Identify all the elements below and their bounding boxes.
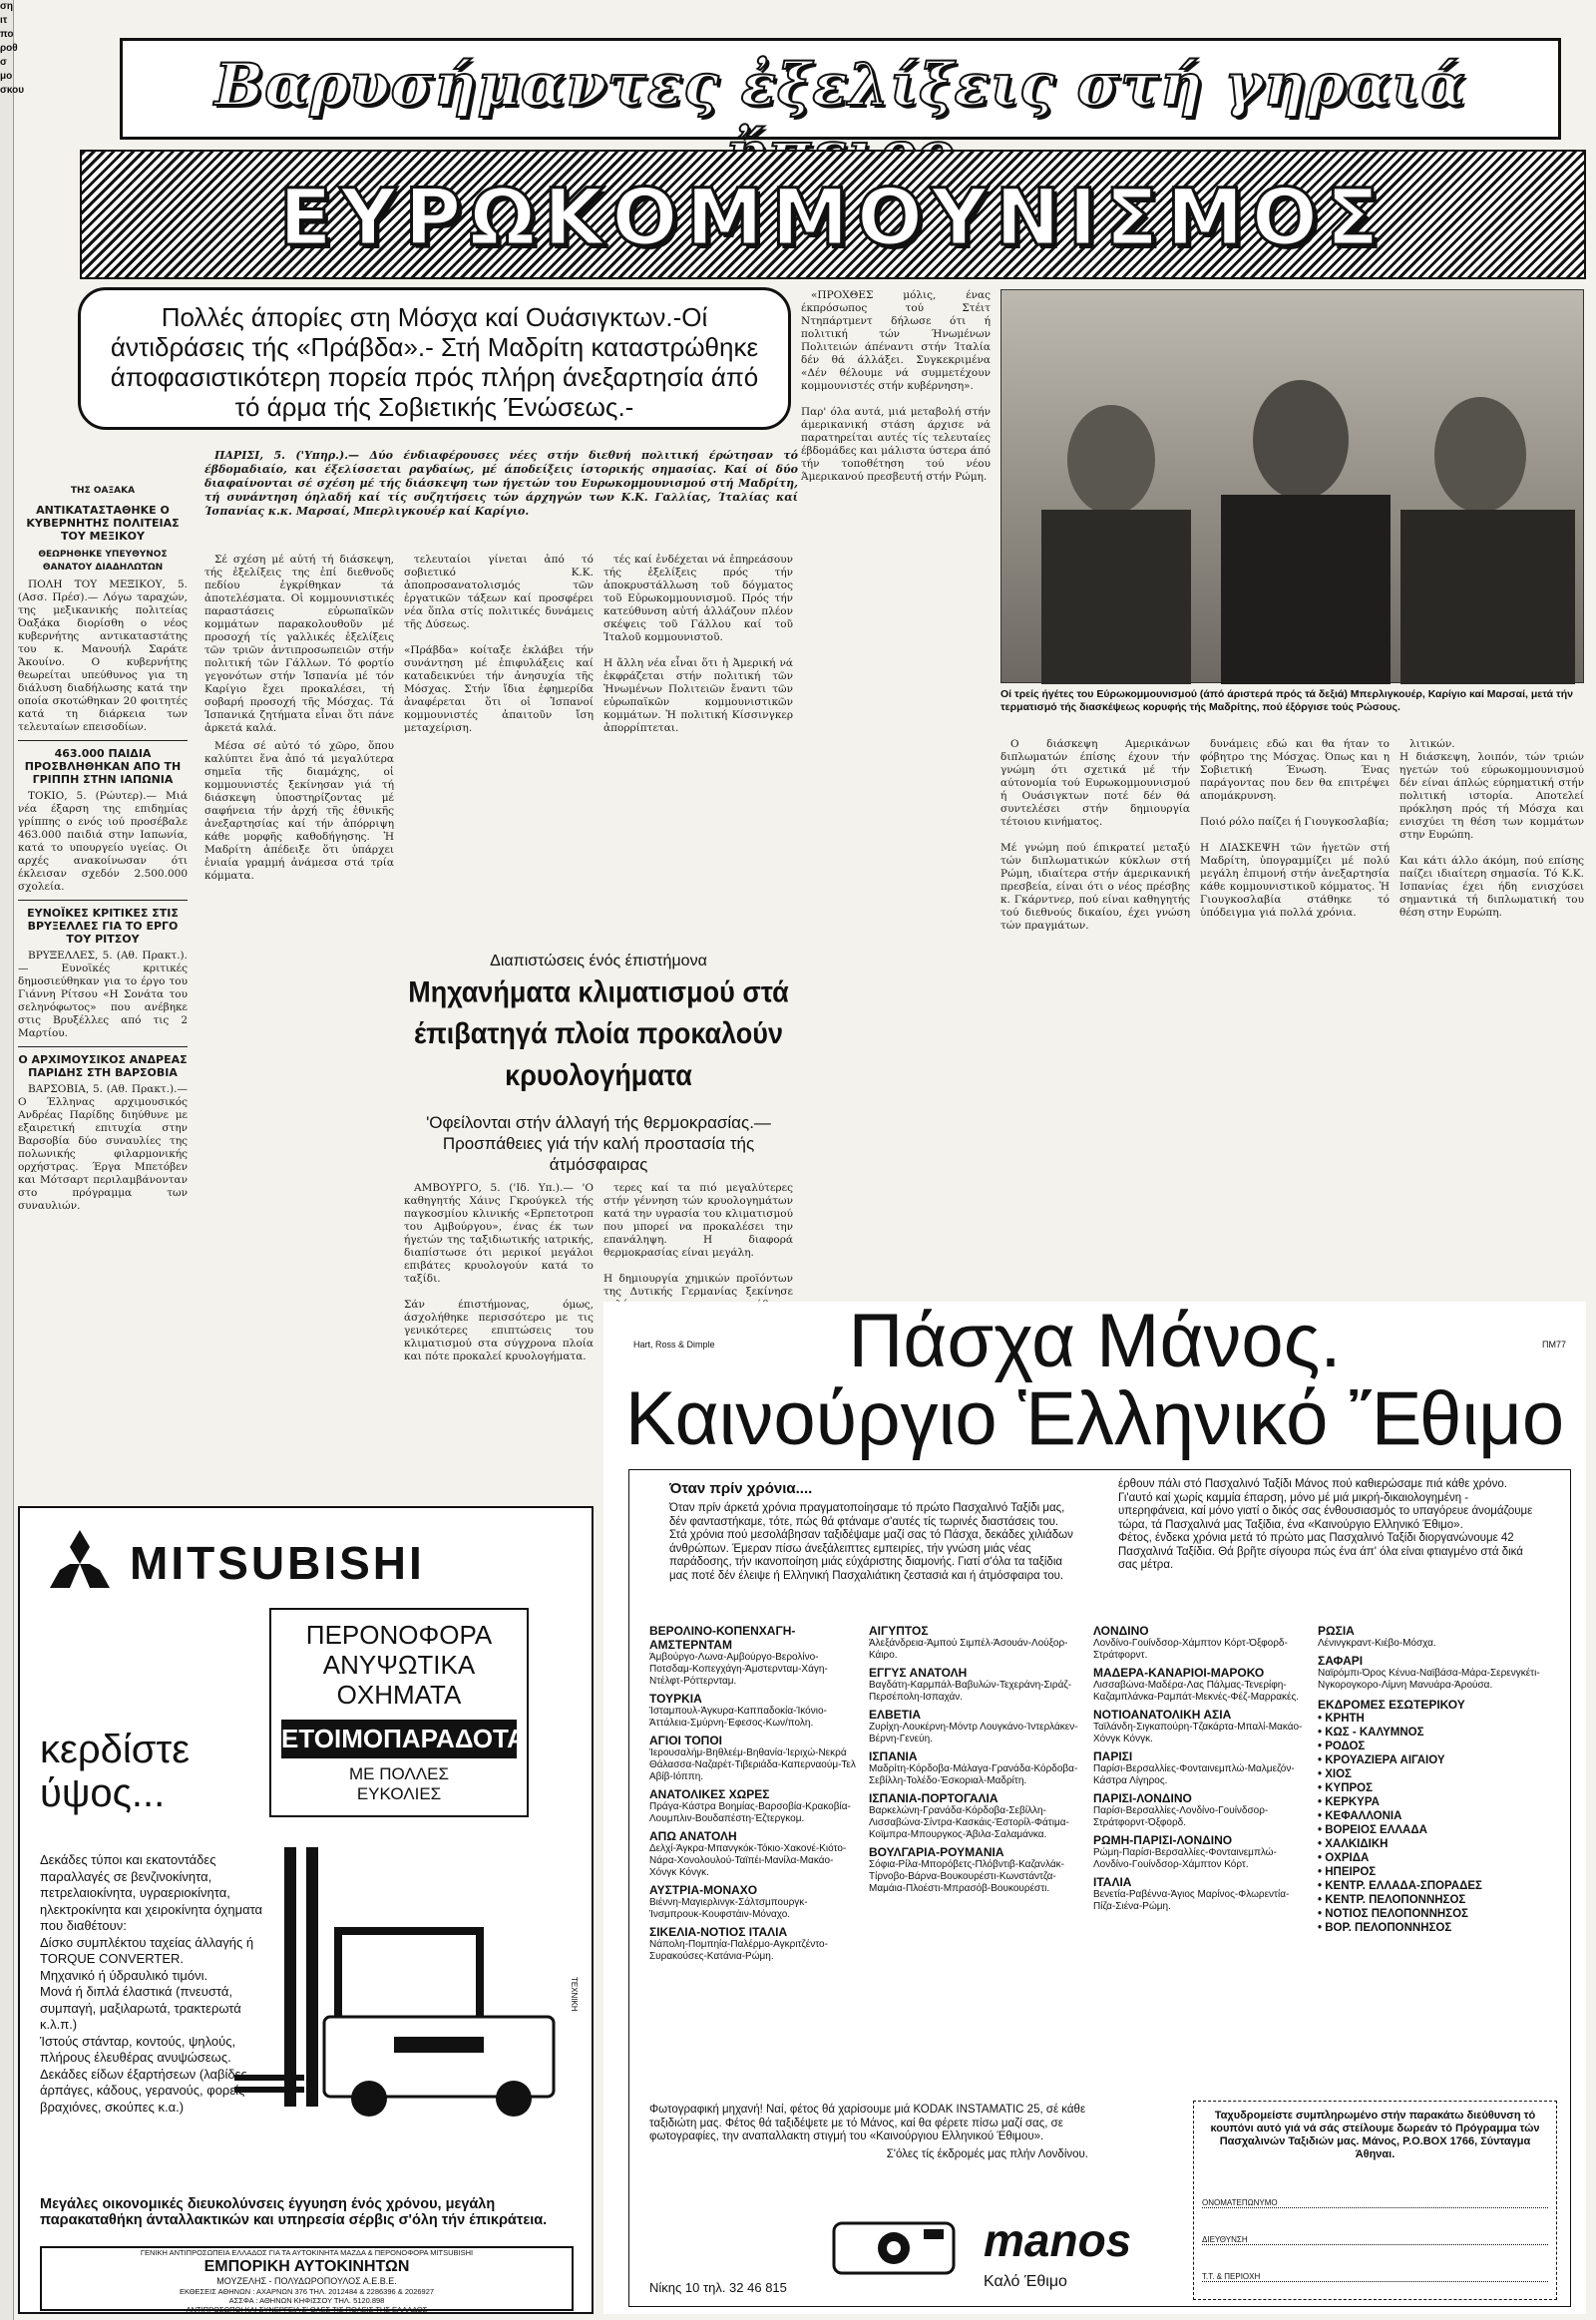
destination-itinerary: Λένινγκραντ-Κιέβο-Μόσχα. — [1318, 1638, 1436, 1649]
divider — [18, 740, 188, 741]
destination-itinerary: Σόφια-Ρίλα-Μπορόβετς-Πλόβντιβ-Καζανλάκ-Τίρνοβο-Βάρνα-Βουκουρέστι-Κωνστάντζα-Μαμάια-Πλοέστι-Μπρασόβ-Βουκουρέστι. — [869, 1859, 1064, 1894]
ready-banner: ΕΤΟΙΜΟΠΑΡΑΔΟΤΑ — [281, 1720, 517, 1758]
destination-itinerary: Πράγα-Κάστρα Βοημίας-Βαρσοβία-Κρακοβία-Λουμπλιν-Βουδαπέστη-Έζτεργκομ. — [649, 1801, 851, 1824]
destination-itinerary: Παρίσι-Βερσαλλίες-Φονταινεμπλώ-Μαλμεζόν-Κάστρα Λίγηρος. — [1093, 1763, 1295, 1786]
destination-itinerary: Μαδρίτη-Κόρδοβα-Μάλαγα-Γρανάδα-Κόρδοβα-Σεβίλλη-Τολέδο-Έσκοριαλ-Μαδρίτη. — [869, 1763, 1078, 1786]
domestic-heading: ΕΚΔΡΟΜΕΣ ΕΣΩΤΕΡΙΚΟΥ — [1318, 1698, 1465, 1712]
ad-headline: κερδίστε ύψος... — [40, 1728, 191, 1815]
coupon-text: Ταχυδρομείστε συμπληρωμένο στήν παρακάτω διεύθυνση τό κουπόνι αυτό γιά νά σάς στείλουμε δωρεάν τό Πρόγραμμα τών Πασχαλινών Ταξιδιών μας. Μάνος, Ρ.Ο.ΒΟΧ 1766, Σύνταγμα Άθηναι. — [1210, 2110, 1540, 2160]
manos-tagline: Καλό Έθιμο — [984, 2273, 1067, 2290]
domestic-destination: • ΧΑΛΚΙΔΙΚΗ — [1318, 1838, 1389, 1850]
destination-heading: ΜΑΔΕΡΑ-ΚΑΝΑΡΙΟΙ-ΜΑΡΟΚΟ — [1093, 1666, 1265, 1680]
destination-heading: ΑΓΙΟΙ ΤΟΠΟΙ — [649, 1734, 722, 1747]
destination-itinerary: Παρίσι-Βερσαλλίες-Λονδίνο-Γουίνδσορ-Στράτφορντ-Όξφορδ. — [1093, 1805, 1269, 1828]
destination-heading: ΙΤΑΛΙΑ — [1093, 1875, 1132, 1889]
coupon-field[interactable] — [1202, 2218, 1548, 2245]
intro-heading: Όταν πρίν χρόνια.... — [669, 1480, 813, 1497]
destinations-col-2 — [869, 1620, 1078, 2089]
destination-itinerary: Λονδίνο-Γουίνδσορ-Χάμπτον Κόρτ-Όξφορδ-Στράτφορντ. — [1093, 1638, 1288, 1661]
destination-itinerary: Ίερουσαλήμ-Βηθλεέμ-Βηθανία-Ίεριχώ-Νεκρά Θάλασσα-Ναζαρέτ-Τιβεριάδα-Καπερναούμ-Τελ Αβίβ-Ιόππη. — [649, 1747, 856, 1782]
destination-heading: ΑΥΣΤΡΙΑ-ΜΟΝΑΧΟ — [649, 1883, 758, 1897]
news-headline-warsaw: Ο ΑΡΧΙΜΟΥΣΙΚΟΣ ΑΝΔΡΕΑΣ ΠΑΡΙΔΗΣ ΣΤΗ ΒΑΡΣΟΒΙΑ — [18, 1053, 188, 1079]
domestic-destination: • ΚΕΝΤΡ. ΠΕΛΟΠΟΝΝΗΣΟΣ — [1318, 1894, 1466, 1906]
left-strip-fragment: ση ιτ πο ροθ σ μο σκου — [0, 1, 25, 96]
destination-itinerary: Ταϊλάνδη-Σιγκαπούρη-Τζακάρτα-Μπαλί-Μακάο-Χόνγκ Κόνγκ. — [1093, 1722, 1303, 1744]
camera-icon — [829, 2213, 959, 2283]
domestic-destination: • ΝΟΤΙΟΣ ΠΕΛΟΠΟΝΝΗΣΟΣ — [1318, 1908, 1468, 1920]
deck-text: Πολλές άπορίες στη Μόσχα καί Ουάσιγκτων.-Οί άντιδράσεις τής «Πράβδα».- Στή Μαδρίτη καταστρώθηκε άποφασιστικότερη πορεία πρός πλήρη άνεξαρτησία άπό τό άρμα τής Σοβιετικής Ένώσεως.- — [110, 302, 759, 422]
distributor-box — [40, 2246, 574, 2314]
phone-number: Νίκης 10 τηλ. 32 46 815 — [649, 2280, 787, 2295]
distributor-line: ΓΕΝΙΚΗ ΑΝΤΙΠΡΟΣΩΠΕΙΑ ΕΛΛΑΔΟΣ ΓΙΑ ΤΑ ΑΥΤΟΚΙΝΗΤΑ ΜΑΖΔΑ & ΠΕΡΟΝΟΦΟΡΑ MITSUBISHI — [140, 2248, 474, 2257]
news-kicker: ΤΗΣ ΟΑΞΑΚΑ — [70, 486, 136, 496]
destination-heading: ΣΑΦΑΡΙ — [1318, 1654, 1364, 1668]
news-subhead-mexico: ΘΕΩΡΗΘΗΚΕ ΥΠΕΥΘΥΝΟΣ ΘΑΝΑΤΟΥ ΔΙΑΔΗΛΩΤΩΝ — [38, 550, 168, 573]
side-label: ΤΕΧΝΙΚΗ — [570, 1977, 579, 2012]
destinations-col-3 — [1093, 1620, 1303, 2089]
destination-itinerary: Λισσαβώνα-Μαδέρα-Λας Πάλμας-Τενερίφη-Καζαμπλάνκα-Ραμπάτ-Μεκνές-Φέζ-Μαρρακές. — [1093, 1680, 1300, 1703]
domestic-destination: • ΒΟΡ. ΠΕΛΟΠΟΝΝΗΣΟΣ — [1318, 1922, 1452, 1934]
article-column-7: λιτικών. Η διάσκεψη, λοιπόν, τών τριών ηγετών τού εύρωκομμουνισμού δέν είναι άπλώς εύρηματική στήν πολιτική ιστορία. Αποτελεί πρόκληση πρός τή Μόσχα και ενισχύει τη θέση των κομμάτων στην Ευρώπη. Και κάτι άλλο άκόμη, πού επίσης παίζει ιδιαίτερη σημασία. Τό Κ.Κ. Ισπανίας έχει ήδη ενισχύσει σημαντικά τή διπλωματική του θέση στην Ευρώπη. — [1399, 738, 1584, 919]
destination-heading: ΣΙΚΕΛΙΑ-ΝΟΤΙΟΣ ΙΤΑΛΙΑ — [649, 1925, 788, 1939]
destination-heading: ΒΕΡΟΛΙΝΟ-ΚΟΠΕΝΧΑΓΗ-ΑΜΣΤΕΡΝΤΑΜ — [649, 1624, 796, 1652]
ad-code: ΠΜ77 — [1541, 1340, 1566, 1350]
destination-heading: ΠΑΡΙΣΙ-ΛΟΝΔΙΝΟ — [1093, 1791, 1192, 1805]
news-headline-mexico: ΑΝΤΙΚΑΤΑΣΤΑΘΗΚΕ Ο ΚΥΒΕΡΝΗΤΗΣ ΠΟΛΙΤΕΙΑΣ ΤΟΥ ΜΕΞΙΚΟΥ — [26, 504, 180, 543]
destination-itinerary: Άμβούργο-Λωνα-Αμβούργο-Βερολίνο-Ποτσδαμ-Κοπεγχάγη-Άμστερνταμ-Χάγη-Ντέλφτ-Ρόττερνταμ. — [649, 1652, 828, 1687]
article-column-3: τές καί ἐνδέχεται νά ἐπηρεάσουν τής ἐξελίξεις πρός τήν ἀποκρυστάλλωση τοῦ δόγματος τοῦ Εὐρωκομμουνισμοῦ. Πρός τήν κατεύθυνση αὐτή ἀλλάζουν πλέον σκέψεις τοῦ Γάλλου καί τοῦ Ἰταλοῦ κομμουνιστοῦ. Η ἄλλη νέα εἶναι ὅτι ἡ Ἀμερική νά ἐκφράζεται στήν πολιτική τῶν Ἡνωμένων Πολιτειῶν ἔναντι τῶν εὐρωπαϊκῶν κομμουνιστικῶν κομμάτων. Ἡ πολιτική Κίσσινγκερ ἀπορρίπτεται. — [603, 554, 793, 734]
camera-offer: Φωτογραφική μηχανή! Ναί, φέτος θά χαρίσουμε μιά ΚΟDΑΚ INSTAMATIC 25, σέ κάθε ταξιδιώτη μας. Φέτος θά ταξιδέψετε με τό Μάνος, καί θα φέρετε πίσω μαζί σας, σε φωτογραφίες, την αναπαλλακτη στιγμή του «Καινούργιου Ελληνικού Έθιμου». Σ'όλες τίς έκδρομές μας πλήν Λονδίνου. — [649, 2104, 1088, 2160]
destination-itinerary: Νάπολη-Πομπηία-Παλέρμο-Αγκριτζέντο-Συρακούσες-Κατάνια-Ρώμη. — [649, 1939, 828, 1962]
manos-ad — [603, 1299, 1586, 2314]
aircon-headline: Μηχανήματα κλιματισμού στά έπιβατηγά πλοία προκαλούν κρυολογήματα — [408, 974, 789, 1092]
destination-heading: ΑΠΩ ΑΝΑΤΟΛΗ — [649, 1829, 737, 1843]
destination-heading: ΕΓΓΥΣ ΑΝΑΤΟΛΗ — [869, 1666, 968, 1680]
destination-heading: ΕΛΒΕΤΙΑ — [869, 1708, 922, 1722]
news-body-brussels: ΒΡΥΞΕΛΛΕΣ, 5. (Αθ. Πρακτ.).— Ευνοϊκές κριτικές δημοσιεύθηκαν για το έργο του Γιάννη Ρίτσου «Η Σονάτα του σεληνόφωτος» που ανέβηκε στις Βρυξέλλες από τις 2 Μαρτίου. — [18, 950, 188, 1039]
ad-footer: Μεγάλες οικονομικές διευκολύνσεις έγγυηση ένός χρόνου, μεγάλη παρακαταθήκη άνταλλακτικών και υπηρεσία σέρβις σ'όλη τήν έπικράτεια. — [40, 2196, 548, 2228]
intro-text: Όταν πρίν άρκετά χρόνια πραγματοποίησαμε τό πρώτο Πασχαλινό Ταξίδι μας, δέν φανταστήκαμε, τότε, πώς θά φτάναμε σ'αυτές τίς τωρινές διαστάσεις του. Στά χρόνια πού μεσολάβησαν ταξιδέψαμε μαζί σας τό Πάσχα, δεκάδες χιλιάδων άνθρώπων. Έμεραν πίσω άνεξάλειπτες εμπειρίες, τήν γνώση μιάς νέας παράδοσης, τήν ικανοποίηση μιάς εύχάριστης διαμονής. Γιατί σ'όλα τα ταξίδια μας ποτέ δέν έλειψε ή Ελληνική Πασχαλιάτικη ζεστασιά και ή άτμόσφαιρα του. — [669, 1502, 1073, 1582]
destination-itinerary: Βαρκελώνη-Γρανάδα-Κόρδοβα-Σεβίλλη-Λισσαβώνα-Σίντρα-Κασκάις-Έστορίλ-Φάτιμα-Κοϊμπρα-Μπουργκος-Άβιλα-Σαλαμάνκα. — [869, 1805, 1069, 1840]
aircon-deck: 'Οφείλονται στήν άλλαγή τής θερμοκρασίας.— Προσπάθειες γιά τήν καλή προστασία τής άτμόσφαιρας — [426, 1113, 771, 1174]
article-column-4: «ΠΡΟΧΘΕΣ μόλις, ένας έκπρόσωπος τού Στέιτ Ντηπάρτμεντ δήλωσε ότι ή πολιτική τών Ήνωμένων Πολιτειών άπέναντι στήν Ίταλία δέν θά άλλάξει. Συγκεκριμένα «Δέν θέλουμε νά συμμετέχουν κομμουνιστές στήν κυβέρνηση». Παρ' όλα αυτά, μιά μεταβολή στήν άμερικανική στάση άρχισε νά παρατηρείται αυτές τίς τελευταίες έβδομάδες και μάλιστα ύστερα άπό τήν τοποθέτηση τού νέου Άμερικανού πρεσβευτή στήν Ρώμη. — [801, 289, 991, 483]
photo-caption: Οί τρείς ήγέτες του Εύρωκομμουνισμού (άπό άριστερά πρός τά δεξιά) Μπερλιγκουέρ, Καρίγιο καί Μαρσαί, μετά τήν τερματισμό τής διασκέψεως κορυφής τής Μαδρίτης, πού έξόργισε τούς Ρώσους. — [1000, 688, 1573, 713]
company-name: ΕΜΠΟΡΙΚΗ ΑΥΤΟΚΙΝΗΤΩΝ — [203, 2258, 410, 2275]
domestic-destination: • ΚΩΣ - ΚΑΛΥΜΝΟΣ — [1318, 1727, 1424, 1739]
destination-itinerary: Ίσταμπουλ-Άγκυρα-Καππαδοκία-Ίκόνιο-Άττάλεια-Σμύρνη-Έφεσος-Κων/πολη. — [649, 1706, 827, 1729]
manos-headline-1: Πάσχα Μάνος. — [848, 1299, 1342, 1383]
destination-itinerary: Άλεξάνδρεια-Άμπού Σιμπέλ-Άσουάν-Λούξορ-Κάιρο. — [869, 1638, 1068, 1661]
destination-itinerary: Δελχί-Άγκρα-Μπανγκόκ-Τόκιο-Χακονέ-Κιότο-Νάρα-Χονολουλού-Ταϊπέι-Μανίλα-Μακάο-Χόνγκ Κόνγκ. — [649, 1843, 847, 1878]
domestic-destination: • ΗΠΕΙΡΟΣ — [1318, 1866, 1377, 1878]
domestic-destination: • ΧΙΟΣ — [1318, 1768, 1352, 1780]
destination-itinerary: Βαγδάτη-Καρμπάλ-Βαβυλών-Τεχεράνη-Σιράζ-Περσέπολη-Ισπαχάν. — [869, 1680, 1072, 1703]
news-body-warsaw: ΒΑΡΣΟΒΙΑ, 5. (Αθ. Πρακτ.).— Ο Έλληνας αρχιμουσικός Ανδρέας Παρίδης διηύθυνε με εξαιρετική επιτυχία στην Βαρσοβία δύο συναυλίες της πολωνικής φιλαρμονικής ορχήστρας. Έργα Μπετόβεν και Μότσαρτ περιλαμβάνονταν στο πρόγραμμα των συναυλιών. — [18, 1083, 188, 1212]
destinations-col-4 — [1318, 1620, 1547, 2089]
domestic-destination: • ΟΧΡΙΔΑ — [1318, 1852, 1370, 1864]
aircon-column-1: ΑΜΒΟΥΡΓΟ, 5. ('Ιδ. Υπ.).— 'Ο καθηγητής Χάινς Γκρούγκελ τής παγκοσμίου κλινικής «Ερπετοτροπ του Αμβούργου», ένας έκ των ήγετών της ταξιδιωτικής ιατρικής, διαπίστωσε ότι μερικοί μεγάλοι επιβάτες κρυολογούν κατά το ταξίδι. Σάν έπιστήμονας, όμως, άσχολήθηκε περισσότερο με τις γενικότερες επιπτώσεις του κλιματισμού στα σύγχρονα πλοία και πότε προκαλεί κρυολογήματα. — [404, 1182, 594, 1362]
article-column-5: Ο διάσκεψη Αμερικάνων διπλωματών έπίσης έχουν τήν γνώμη ότι σχετικά μέ τήν αύτονομία τού Ευρωκομμουνισμού ή Ουάσιγκτων ποτέ δέν θά συντελέσει στήν δημιουργία τέτοιου κινήματος. Μέ γνώμη πού έπικρατεί μεταξύ τών διπλωματικών κύκλων στή Ρώμη, ιδιαίτερα στήν άμερικανική πρεσβεία, είναι ότι ο νέος πρέσβης κ. Γκάρντνερ, πού είναι καθηγητής τού διεθνούς δικαίου, έχει γνώση τών πραγμάτων. — [1000, 738, 1190, 932]
coupon-field-label: ΔΙΕΥΘΥΝΣΗ — [1202, 2235, 1248, 2244]
agency-credit: Hart, Ross & Dimple — [633, 1340, 715, 1350]
left-page-strip — [0, 0, 25, 2320]
aircon-column-2: τερες καί τα πιό μεγαλύτερες στήν γέννηση τών κρυολογημάτων κατά την υγρασία του κλιματισμού που μπορεί να προκαλέσει την επανάληψη. Η διαφορά θερμοκρασίας είναι μεγάλη. Η δημιουργία χημικών προϊόντων της Δυτικής Γερμανίας ξεκίνησε — [603, 1182, 793, 1298]
manos-body-box — [628, 1469, 1571, 2307]
intro-text-2: έρθουν πάλι στό Πασχαλινό Ταξίδι Μάνος πού καθιερώσαμε πιά κάθε χρόνο. Γι'αυτό καί χωρίς καμμία έπαρση, μόνο μέ μιά μικρή-δικαιολογημένη - υπερηφάνεια, καί μόνο γιατί ο δικός σας ένθουσιασμός το υπαγόρευε άνομάζουμε τώρα, τά Πασχαλινά μας Ταξίδια, ένα «Καινούργιο Ελληνικό Έθιμο». Φέτος, ένδεκα χρόνια μετά τό πρώτο μας Πασχαλινό Ταξίδι διοργανώνουμε 42 Πασχαλινά Ταξίδια. Θά βρῆτε σίγουρα πώς ένα άπ' όλα είναι φτιαγμένο στά δικά σας μέτρα. — [1118, 1478, 1533, 1571]
divider — [18, 900, 188, 901]
destination-heading: ΡΩΣΙΑ — [1318, 1624, 1355, 1638]
banner-headline-box — [120, 38, 1561, 140]
article-column-6: δυνάμεις εδώ και θα ήταν το φόβητρο της Μόσχας. Όπως και η Σοβιετική Ένωση. Ένας παράγοντας που δεν θα επιτρέψει απομάκρυνση. Ποιό ρόλο παίζει ή Γιουγκοσλαβία; Η ΔΙΑΣΚΕΨΗ τῶν ἡγετῶν στή Μαδρίτη, ὑπογραμμίζει μέ πολύ μεγάλη ἐπιμονή στήν ἀνεξαρτησία κάθε κομμουνιστικοῦ κόμματος. Ἡ Γιουγκοσλαβία στάθηκε τό ὑπόδειγμα γιά πολλά χρόνια. — [1200, 738, 1390, 919]
mitsubishi-brand: MITSUBISHI — [130, 1537, 425, 1589]
destination-heading: ΠΑΡΙΣΙ — [1093, 1749, 1133, 1763]
news-body-japan: ΤΟΚΙΟ, 5. (Ρώυτερ).— Μιά νέα έξαρση της επιδημίας γρίππης ο ενός ιού προσέβαλε 463.000 παιδιά στην Ιαπωνία, κατά το υπουργείο υγείας. Οι αρχές ανακοίνωσαν ότι έκλεισαν σχεδόν 2.500.000 σχολεία. — [18, 790, 188, 893]
domestic-destination: • ΚΕΝΤΡ. ΕΛΛΑΔΑ-ΣΠΟΡΑΔΕΣ — [1318, 1880, 1482, 1892]
product-title: ΠΕΡΟΝΟΦΟΡΑ ΑΝΥΨΩΤΙΚΑ ΟΧΗΜΑΤΑ — [305, 1620, 493, 1710]
domestic-destination: • ΚΡΟΥΑΖΙΕΡΑ ΑΙΓΑΙΟΥ — [1318, 1754, 1445, 1766]
destination-heading: ΤΟΥΡΚΙΑ — [649, 1692, 702, 1706]
destination-heading: ΝΟΤΙΟΑΝΑΤΟΛΙΚΗ ΑΣΙΑ — [1093, 1708, 1232, 1722]
easy-terms: ΜΕ ΠΟΛΛΕΣ ΕΥΚΟΛΙΕΣ — [349, 1764, 449, 1803]
kicker-artwork — [80, 150, 1586, 279]
destination-heading: ΙΣΠΑΝΙΑ-ΠΟΡΤΟΓΑΛΙΑ — [869, 1791, 998, 1805]
news-headline-brussels: ΕΥΝΟΪΚΕΣ ΚΡΙΤΙΚΕΣ ΣΤΙΣ ΒΡΥΞΕΛΛΕΣ ΓΙΑ ΤΟ ΕΡΓΟ ΤΟΥ ΡΙΤΣΟΥ — [27, 907, 179, 946]
domestic-destination: • ΡΟΔΟΣ — [1318, 1740, 1366, 1752]
manos-logo: manos — [984, 2214, 1132, 2266]
aircon-kicker: Διαπιστώσεις ένός έπιστήμονα — [490, 953, 707, 969]
domestic-destination: • ΚΕΦΑΛΛΟΝΙΑ — [1318, 1810, 1402, 1822]
banner-headline: Βαρυσήμαντες ἐξελίξεις στή γηραιά — [214, 51, 1466, 119]
article-column-2: τελευταίοι γίνεται ἀπό τό σοβιετικό Κ.Κ. ἀποπροσανατολισμός τῶν ἐργατικῶν τάξεων καί προσφέρει νέα ὅπλα στίς πολιτικές δυνάμεις τῆς Δύσεως. «Πράβδα» κοίταξε ἐκλάβει τήν συνάντηση μέ ἐπιφυλάξεις καί καταδεικνύει τήν ἀνησυχία τῆς Μόσχας. Στήν ἴδια ἐφημερίδα ἀναφέρεται ὅτι οἱ Ἰσπανοί κομμουνιστές ἀπαιτοῦν ἴση μεταχείριση. — [404, 554, 594, 734]
divider — [18, 1046, 188, 1047]
ad-body: Δεκάδες τύποι και εκατοντάδες παραλλαγές σε βενζινοκίνητα, πετρελαιοκίνητα, υγραεριοκίνητα, ηλεκτροκίνητα και χειροκίνητα όχηματα που διαθέτουν: Δίσκο συμπλέκτου ταχείας άλλαγής ή TORQUE CONVERTER. Μηχανικό ή ύδραυλικό τιμόνι. Μονά ή διπλά έλαστικά (πνευστά, συμπαγή, μαξιλαρωτά, τρακτερωτά κ.λ.π.) Ίστούς στάνταρ, κοντούς, ψηλούς, πλήρους έλευθέρας ανυψώσεως. Δεκάδες είδων έξαρτήσεων (λαβίδες, άρπάγες, κάδους, γερανούς, φορείς βραχιόνες, σκούπες κ.α.) — [40, 1852, 263, 2115]
coupon — [1193, 2101, 1557, 2300]
domestic-destination: • ΚΥΠΡΟΣ — [1318, 1782, 1374, 1794]
product-box — [269, 1608, 529, 1817]
news-headline-japan: 463.000 ΠΑΙΔΙΑ ΠΡΟΣΒΛΗΘΗΚΑΝ ΑΠΟ ΤΗ ΓΡΙΠΠΗ ΣΤΗΝ ΙΑΠΩΝΙΑ — [24, 747, 182, 786]
destination-itinerary: Ρώμη-Παρίσι-Βερσαλλίες-Φονταινεμπλώ-Λονδίνο-Γουίνδσορ-Χάμπτον Κόρτ. — [1093, 1847, 1277, 1870]
domestic-destination: • ΚΡΗΤΗ — [1318, 1713, 1365, 1725]
destination-itinerary: Βενετία-Ραβέννα-Άγιος Μαρίνος-Φλωρεντία-Πίζα-Σιένα-Ρώμη. — [1093, 1889, 1290, 1912]
mitsubishi-ad — [18, 1506, 594, 2314]
article-column-1: Σέ σχέση μέ αὐτή τή διάσκεψη, τής ἐξελίξεις της ἐπί διεθνοῦς πεδίου ἐγκρίθηκαν τά ἀποτελέσματα. Οἱ κομμουνιστικές παραστάσεις εὐρωπαϊκῶν κομμάτων παρακολουθοῦν μέ προσοχή τίς γαλλικές ἐξελίξεις τῶν τριῶν ἀντιπροσωπειῶν στήν πολιτική τῶν Γάλλων. Τό φορτίο γεγονότων στήν Ἰσπανία μέ τόν Καρίγιο ἔχει προκαλέσει, τή σοβαρή προσοχή τῆς Μόσχας. Τά Ἰσπανικά ζητήματα εἶναι ὅτι πάνε ἀρκετά καλά. Μέσα σέ αὐτό τό χῶρο, ὅπου καλύπτει ἕνα ἀπό τά μεγαλύτερα σημεῖα τῆς διαμάχης, οἱ κομμουνιστές ξεκίνησαν γιά τή διάσκεψη ὑποστηρίζοντας μέ σαφήνεια τήν ἀρχή τῆς ἐθνικῆς ἀνεξαρτησίας καί τήν ἀπόρριψη κάθε μορφῆς καθοδήγησης. Ἡ Μαδρίτη ἀπέδειξε ὅτι ὑπάρχει ἑνιαία γραμμή ἀνάμεσα στά τρία κόμματα. — [204, 554, 394, 882]
destination-heading: ΑΝΑΤΟΛΙΚΕΣ ΧΩΡΕΣ — [649, 1787, 770, 1801]
coupon-field[interactable] — [1202, 2255, 1548, 2282]
destination-heading: ΒΟΥΛΓΑΡΙΑ-ΡΟΥΜΑΝΙΑ — [869, 1845, 1004, 1859]
domestic-destination: • ΚΕΡΚΥΡΑ — [1318, 1796, 1380, 1808]
destination-itinerary: Βιέννη-Μαγιερλινγκ-Σάλτσμπουργκ-Ίνσμπρουκ-Κουφστάιν-Μόναχο. — [649, 1897, 808, 1920]
left-news-column — [18, 479, 188, 1496]
destination-heading: ΙΣΠΑΝΙΑ — [869, 1749, 918, 1763]
destination-heading: ΑΙΓΥΠΤΟΣ — [869, 1624, 929, 1638]
destinations-col-1 — [649, 1620, 859, 2089]
company-owners: ΜΟΥΖΕΛΗΣ - ΠΟΛΥΔΩΡΟΠΟΥΛΟΣ Α.Ε.Β.Ε. — [216, 2276, 397, 2286]
destination-itinerary: Ζυρίχη-Λουκέρνη-Μόντρ Λουγκάνο-Ίντερλάκεν-Βέρνη-Γενεύη. — [869, 1722, 1078, 1744]
domestic-destination: • ΒΟΡΕΙΟΣ ΕΛΛΑΔΑ — [1318, 1824, 1427, 1836]
destination-heading: ΡΩΜΗ-ΠΑΡΙΣΙ-ΛΟΝΔΙΝΟ — [1093, 1833, 1233, 1847]
photo-figures — [1001, 290, 1585, 684]
company-address-3: ΑΝΤΙΠΡΟΣΩΠΟΙ ΚΑΙ ΣΥΝΕΡΓΕΙΑ Σ' ΟΛΕΣ ΤΙΣ ΠΟΛΕΙΣ ΤΗΣ ΕΛΛΑΔΟΣ — [186, 2305, 428, 2314]
news-body-mexico: ΠΟΛΗ ΤΟΥ ΜΕΞΙΚΟΥ, 5. (Ασσ. Πρέσ).— Λόγω ταραχών, της μεξικανικής πολιτείας Όαξάκα διορίσθη ο νέος κυβερνήτης αντικαταστάτης του κ. Μανουήλ Σαράτε Άκουίνο. Ο κυβερνήτης θεωρείται υπεύθυνος για τη διάλυση διαδήλωσης κατά την οποία σκοτώθηκαν 20 φοιτητές κατά τη διάρκεια των τελευταίων επεισοδίων. — [18, 579, 188, 733]
coupon-field-label: Τ.Τ. & ΠΕΡΙΟΧΗ — [1202, 2272, 1261, 2281]
destination-heading: ΛΟΝΔΙΝΟ — [1093, 1624, 1149, 1638]
mitsubishi-logo-icon — [45, 1528, 115, 1590]
company-address-2: ΑΣΣΦΑ : ΑΘΗΝΩΝ ΚΗΦΙΣΣΟΥ ΤΗΛ. 5120.898 — [228, 2296, 385, 2305]
destination-itinerary: Ναϊρόμπι-Όρος Κένυα-Ναϊβάσα-Μάρα-Σερενγκέτι-Νγκορογκορο-Λίμνη Μανυάρα-Άρούσα. — [1318, 1668, 1540, 1691]
kicker-text: ΕΥΡΩΚΟΜΜΟΥΝΙΣΜΟΣ — [278, 174, 1388, 263]
company-address-1: ΕΚΘΕΣΕΙΣ ΑΘΗΝΩΝ : ΑΧΑΡΝΩΝ 376 ΤΗΛ. 2012484 & 2286396 & 2026927 — [179, 2287, 435, 2296]
coupon-field[interactable] — [1202, 2181, 1548, 2208]
lead-dateline: ΠΑΡΙΣΙ, 5. ('Υπηρ.).— Δύο ένδιαφέρουσες νέες στήν διεθνή πολιτική έρώτησαν τό έβδομαδιαίο, και έξελίσσεται ραγδαίως, μέ άποδείξεις ίστορικής σημασίας. Καί οί δύο διαφαίνονται σέ σχέση μέ τής διάσκεψη των ήγετών του Ευρωκομμουνισμού στή Μαδρίτη, τή συνάντηση όηλαδή καί τίς συζητήσεις τών άρχηγών των Κ.Κ. Γαλλίας, Ίταλίας καί Ίσπανίας κ.κ. Μαρσαί, Μπερλιγκουέρ καί Καρίγιο. — [204, 449, 798, 518]
manos-headline-2: Καινούργιο Ἑλληνικό Ἔθιμο — [624, 1376, 1565, 1461]
deck-box — [78, 287, 791, 430]
coupon-field-label: ΟΝΟΜΑΤΕΠΩΝΥΜΟ — [1202, 2198, 1278, 2207]
leaders-photo — [1000, 289, 1584, 683]
